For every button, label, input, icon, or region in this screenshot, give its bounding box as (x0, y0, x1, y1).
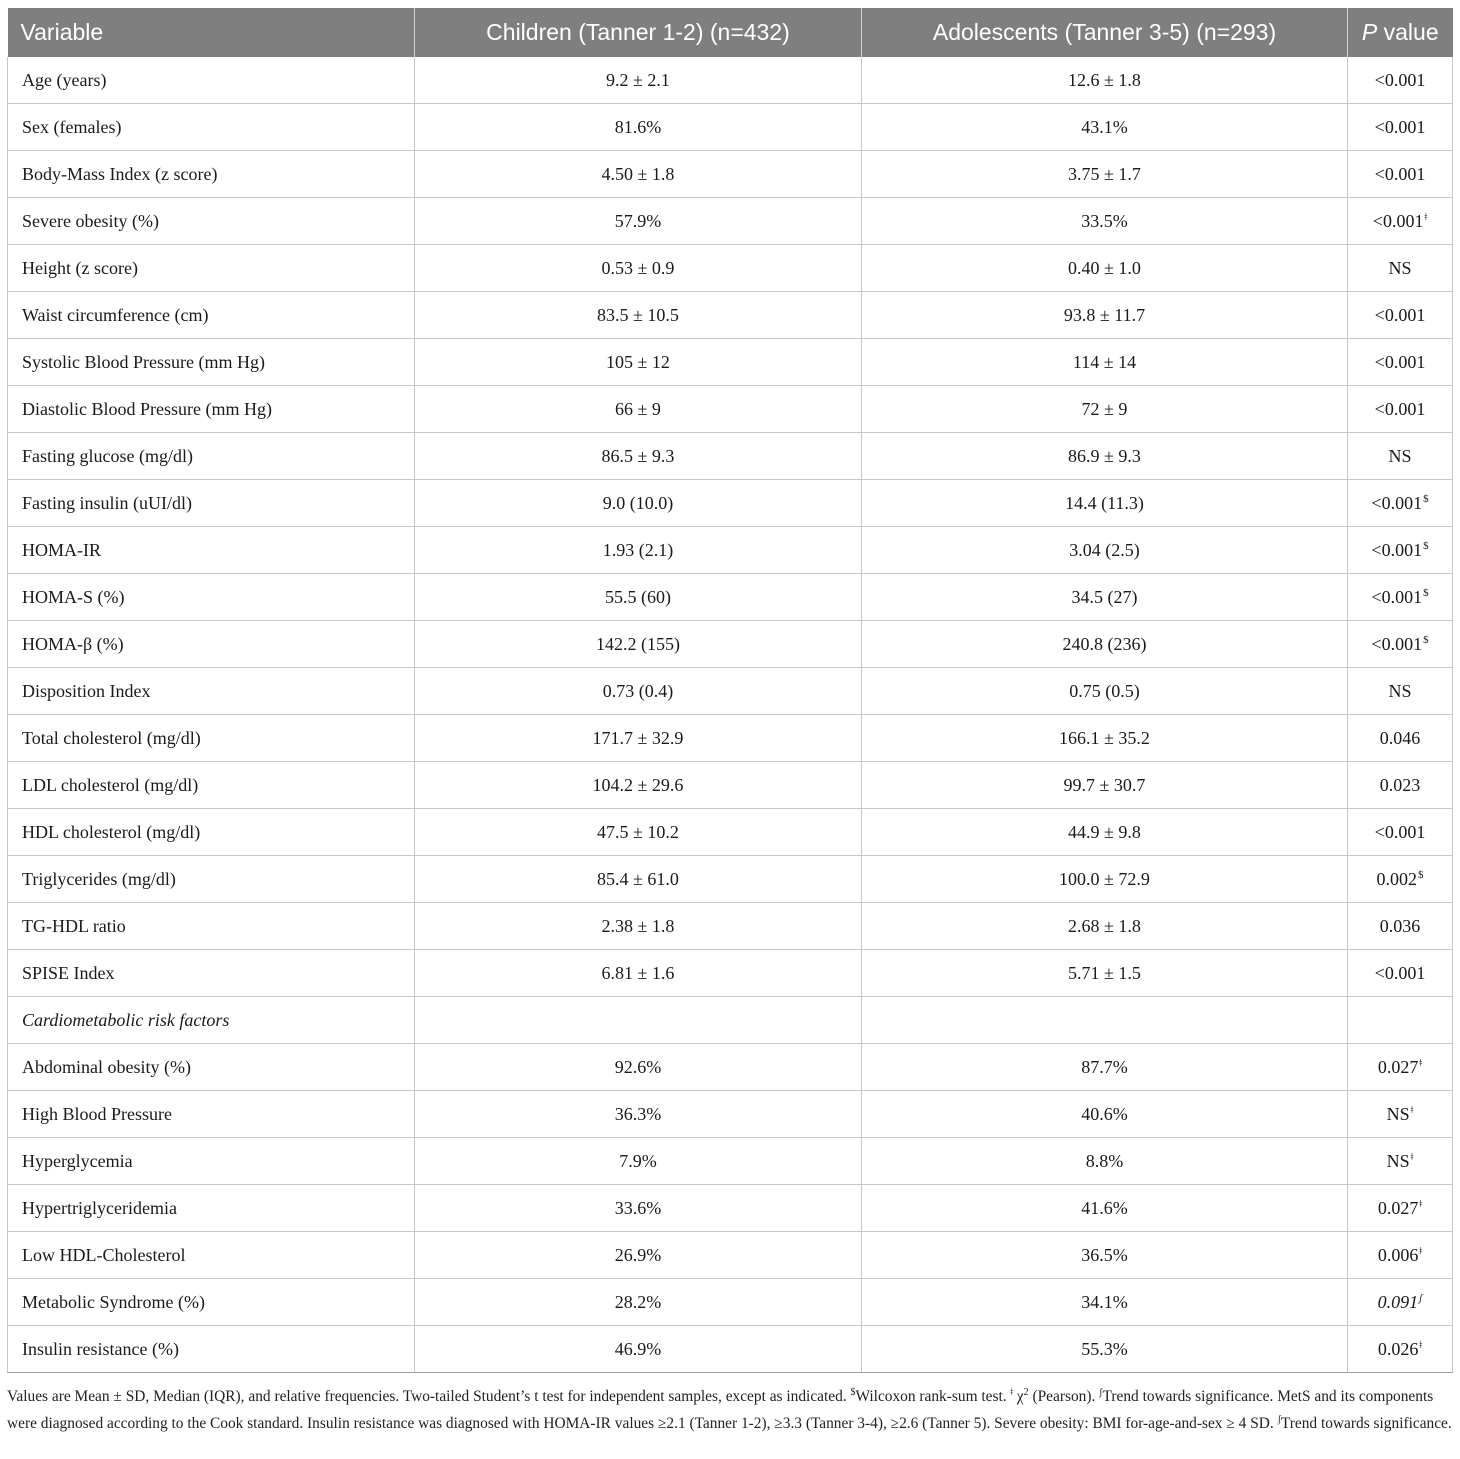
table-row (8, 1091, 1453, 1138)
cell-children: 36.3% (415, 1091, 862, 1138)
footnote-text-3: χ (1012, 1388, 1024, 1405)
table-row (8, 903, 1453, 950)
cell-children: 26.9% (415, 1232, 862, 1279)
cell-adolescents: 93.8 ± 11.7 (862, 292, 1348, 339)
p-value-text: <0.001 (1374, 304, 1426, 325)
table-row (8, 339, 1453, 386)
p-value-text: <0.001 (1374, 962, 1426, 983)
cell-children: 85.4 ± 61.0 (415, 856, 862, 903)
p-value-text: 0.023 (1379, 774, 1421, 795)
footnote-sup-trend-1: ʃ (1099, 1387, 1103, 1398)
cell-children: 81.6% (415, 104, 862, 151)
table-container (7, 8, 1452, 1373)
row-label: Waist circumference (cm) (8, 292, 415, 339)
header-variable: Variable (8, 8, 415, 57)
row-label: Abdominal obesity (%) (8, 1044, 415, 1091)
cell-p-value (1348, 1279, 1453, 1326)
cell-adolescents: 72 ± 9 (862, 386, 1348, 433)
row-label: Disposition Index (8, 668, 415, 715)
row-label: Hyperglycemia (8, 1138, 415, 1185)
table-row (8, 1279, 1453, 1326)
table-body (8, 57, 1453, 1373)
row-label: SPISE Index (8, 950, 415, 997)
row-label: High Blood Pressure (8, 1091, 415, 1138)
row-label: HOMA-β (%) (8, 621, 415, 668)
row-label: Cardiometabolic risk factors (8, 997, 415, 1044)
p-value-footnote-mark: $ (1418, 868, 1424, 881)
row-label: Insulin resistance (%) (8, 1326, 415, 1373)
header-row (8, 8, 1453, 57)
p-value-text: <0.001 (1374, 398, 1426, 419)
row-label: Fasting insulin (uUI/dl) (8, 480, 415, 527)
cell-adolescents: 44.9 ± 9.8 (862, 809, 1348, 856)
cell-p-value (1348, 292, 1453, 339)
p-value-text: <0.001 (1374, 351, 1426, 372)
cell-p-value (1348, 104, 1453, 151)
cell-children: 66 ± 9 (415, 386, 862, 433)
table-row (8, 809, 1453, 856)
p-value-text: 0.046 (1379, 727, 1421, 748)
p-value-text: 0.006 (1377, 1244, 1419, 1265)
table-row (8, 386, 1453, 433)
row-label: HOMA-S (%) (8, 574, 415, 621)
table-row (8, 668, 1453, 715)
cell-children: 28.2% (415, 1279, 862, 1326)
p-value-footnote-mark: $ (1423, 539, 1429, 552)
cell-adolescents: 5.71 ± 1.5 (862, 950, 1348, 997)
cell-adolescents: 34.1% (862, 1279, 1348, 1326)
cell-adolescents: 240.8 (236) (862, 621, 1348, 668)
header-p-value (1348, 8, 1453, 57)
cell-adolescents: 33.5% (862, 198, 1348, 245)
p-value-footnote-mark: ʃ (1419, 1291, 1423, 1304)
p-value-footnote-mark: ǂ (1419, 1197, 1423, 1210)
p-value-footnote-mark: $ (1423, 633, 1429, 646)
table-row (8, 1185, 1453, 1232)
p-value-text: NS (1386, 1150, 1410, 1171)
cell-children: 6.81 ± 1.6 (415, 950, 862, 997)
cell-p-value (1348, 903, 1453, 950)
p-value-text: <0.001 (1374, 69, 1426, 90)
p-value-text: <0.001 (1371, 633, 1423, 654)
cell-p-value (1348, 527, 1453, 574)
p-value-text: <0.001 (1372, 210, 1424, 231)
header-p-letter: P (1361, 19, 1378, 45)
cell-p-value (1348, 997, 1453, 1044)
row-label: LDL cholesterol (mg/dl) (8, 762, 415, 809)
cell-children: 46.9% (415, 1326, 862, 1373)
footnote-text-6: Trend towards significance. (1280, 1414, 1452, 1432)
table-row (8, 715, 1453, 762)
p-value-text: <0.001 (1374, 116, 1426, 137)
row-label: Diastolic Blood Pressure (mm Hg) (8, 386, 415, 433)
row-label: Metabolic Syndrome (%) (8, 1279, 415, 1326)
cell-children: 9.2 ± 2.1 (415, 57, 862, 104)
cell-p-value (1348, 950, 1453, 997)
cell-p-value (1348, 1232, 1453, 1279)
cell-children: 83.5 ± 10.5 (415, 292, 862, 339)
table-row (8, 762, 1453, 809)
cell-children: 57.9% (415, 198, 862, 245)
table-row (8, 151, 1453, 198)
cell-children: 105 ± 12 (415, 339, 862, 386)
row-label: Age (years) (8, 57, 415, 104)
cell-p-value (1348, 809, 1453, 856)
footnote-text-2: Wilcoxon rank-sum test. (855, 1388, 1011, 1405)
comparison-table (7, 8, 1453, 1373)
cell-p-value (1348, 574, 1453, 621)
cell-adolescents: 3.04 (2.5) (862, 527, 1348, 574)
cell-p-value (1348, 1044, 1453, 1091)
cell-adolescents: 99.7 ± 30.7 (862, 762, 1348, 809)
row-label: Total cholesterol (mg/dl) (8, 715, 415, 762)
row-label: TG-HDL ratio (8, 903, 415, 950)
cell-children: 171.7 ± 32.9 (415, 715, 862, 762)
row-label: Height (z score) (8, 245, 415, 292)
footnote-text-1: Values are Mean ± SD, Median (IQR), and relative frequencies. Two-tailed Student’s t test for independent samples, except as indicated. (7, 1388, 851, 1405)
cell-p-value (1348, 668, 1453, 715)
cell-p-value (1348, 245, 1453, 292)
cell-p-value (1348, 433, 1453, 480)
table-row (8, 1044, 1453, 1091)
cell-children: 55.5 (60) (415, 574, 862, 621)
cell-adolescents: 86.9 ± 9.3 (862, 433, 1348, 480)
cell-children: 9.0 (10.0) (415, 480, 862, 527)
p-value-text: 0.026 (1377, 1338, 1419, 1359)
p-value-text: NS (1388, 257, 1412, 278)
row-label: Triglycerides (mg/dl) (8, 856, 415, 903)
cell-p-value (1348, 386, 1453, 433)
p-value-text: 0.036 (1379, 915, 1421, 936)
row-label: Severe obesity (%) (8, 198, 415, 245)
cell-p-value (1348, 762, 1453, 809)
p-value-text: NS (1388, 445, 1412, 466)
p-value-text: 0.091 (1377, 1291, 1419, 1312)
cell-adolescents: 100.0 ± 72.9 (862, 856, 1348, 903)
table-row (8, 292, 1453, 339)
row-label: HDL cholesterol (mg/dl) (8, 809, 415, 856)
footnote-text-4: (Pearson). (1028, 1388, 1100, 1405)
cell-p-value (1348, 715, 1453, 762)
cell-adolescents: 0.40 ± 1.0 (862, 245, 1348, 292)
cell-p-value (1348, 1185, 1453, 1232)
table-row (8, 621, 1453, 668)
row-label: Fasting glucose (mg/dl) (8, 433, 415, 480)
header-adolescents: Adolescents (Tanner 3-5) (n=293) (862, 8, 1348, 57)
cell-children: 1.93 (2.1) (415, 527, 862, 574)
p-value-text: <0.001 (1371, 492, 1423, 513)
cell-adolescents: 12.6 ± 1.8 (862, 57, 1348, 104)
table-header (8, 8, 1453, 57)
cell-children: 92.6% (415, 1044, 862, 1091)
table-row (8, 950, 1453, 997)
row-label: Body-Mass Index (z score) (8, 151, 415, 198)
cell-adolescents: 2.68 ± 1.8 (862, 903, 1348, 950)
cell-children: 0.53 ± 0.9 (415, 245, 862, 292)
cell-p-value (1348, 1326, 1453, 1373)
footnote-text-5: Trend towards significance. MetS and its components were diagnosed according to the Cook standard. Insulin resistance was diagnosed with HOMA-IR values ≥2.1 (Tanner 1-2), ≥3.3 (Tanner 3-4), ≥2.6 (Tanner 5). Severe obesity: BMI for-age-and-sex ≥ 4 SD. (7, 1388, 1434, 1432)
p-value-footnote-mark: ǂ (1410, 1103, 1414, 1116)
p-value-footnote-mark: $ (1423, 492, 1429, 505)
cell-children: 47.5 ± 10.2 (415, 809, 862, 856)
table-row (8, 104, 1453, 151)
cell-adolescents: 34.5 (27) (862, 574, 1348, 621)
cell-adolescents: 41.6% (862, 1185, 1348, 1232)
cell-adolescents: 0.75 (0.5) (862, 668, 1348, 715)
p-value-text: NS (1386, 1103, 1410, 1124)
cell-adolescents: 43.1% (862, 104, 1348, 151)
p-value-text: <0.001 (1371, 539, 1423, 560)
p-value-footnote-mark: ǂ (1419, 1338, 1423, 1351)
p-value-text: <0.001 (1374, 821, 1426, 842)
cell-children: 2.38 ± 1.8 (415, 903, 862, 950)
cell-p-value (1348, 151, 1453, 198)
p-value-text: NS (1388, 680, 1412, 701)
cell-p-value (1348, 856, 1453, 903)
table-footnote (7, 1382, 1453, 1435)
cell-p-value (1348, 1138, 1453, 1185)
p-value-text: 0.027 (1377, 1056, 1419, 1077)
cell-adolescents: 114 ± 14 (862, 339, 1348, 386)
table-row (8, 1232, 1453, 1279)
row-label: Systolic Blood Pressure (mm Hg) (8, 339, 415, 386)
cell-p-value (1348, 621, 1453, 668)
row-label: Hypertriglyceridemia (8, 1185, 415, 1232)
row-label: Low HDL-Cholesterol (8, 1232, 415, 1279)
cell-adolescents (862, 997, 1348, 1044)
cell-p-value (1348, 480, 1453, 527)
table-row (8, 574, 1453, 621)
cell-p-value (1348, 1091, 1453, 1138)
cell-children (415, 997, 862, 1044)
cell-children: 4.50 ± 1.8 (415, 151, 862, 198)
cell-adolescents: 36.5% (862, 1232, 1348, 1279)
table-row (8, 245, 1453, 292)
cell-adolescents: 55.3% (862, 1326, 1348, 1373)
footnote-sup-chi: ǂ (1010, 1387, 1013, 1398)
footnote-sup-trend-2: ʃ (1277, 1413, 1281, 1425)
p-value-text: 0.002 (1376, 868, 1417, 889)
row-label: HOMA-IR (8, 527, 415, 574)
cell-children: 104.2 ± 29.6 (415, 762, 862, 809)
p-value-text: <0.001 (1371, 586, 1423, 607)
footnote-sup-dollar: $ (850, 1387, 856, 1398)
cell-children: 7.9% (415, 1138, 862, 1185)
cell-adolescents: 166.1 ± 35.2 (862, 715, 1348, 762)
table-row (8, 433, 1453, 480)
table-row (8, 856, 1453, 903)
cell-adolescents: 3.75 ± 1.7 (862, 151, 1348, 198)
p-value-footnote-mark: ǂ (1410, 1150, 1414, 1163)
cell-children: 142.2 (155) (415, 621, 862, 668)
row-label: Sex (females) (8, 104, 415, 151)
cell-p-value (1348, 198, 1453, 245)
p-value-footnote-mark: ǂ (1419, 1056, 1423, 1069)
cell-children: 33.6% (415, 1185, 862, 1232)
header-p-rest: value (1377, 19, 1439, 45)
cell-children: 86.5 ± 9.3 (415, 433, 862, 480)
p-value-text: <0.001 (1374, 163, 1426, 184)
header-children: Children (Tanner 1-2) (n=432) (415, 8, 862, 57)
cell-p-value (1348, 339, 1453, 386)
p-value-footnote-mark: ǂ (1419, 1244, 1423, 1257)
table-row (8, 198, 1453, 245)
cell-adolescents: 14.4 (11.3) (862, 480, 1348, 527)
cell-adolescents: 87.7% (862, 1044, 1348, 1091)
p-value-footnote-mark: ǂ (1424, 210, 1428, 223)
table-row (8, 1326, 1453, 1373)
table-row (8, 527, 1453, 574)
table-row (8, 1138, 1453, 1185)
footnote-sup-two: 2 (1023, 1387, 1029, 1398)
p-value-text: 0.027 (1377, 1197, 1419, 1218)
cell-p-value (1348, 57, 1453, 104)
p-value-footnote-mark: $ (1423, 586, 1429, 599)
table-row (8, 480, 1453, 527)
cell-children: 0.73 (0.4) (415, 668, 862, 715)
cell-adolescents: 40.6% (862, 1091, 1348, 1138)
section-row (8, 997, 1453, 1044)
table-row (8, 57, 1453, 104)
cell-adolescents: 8.8% (862, 1138, 1348, 1185)
